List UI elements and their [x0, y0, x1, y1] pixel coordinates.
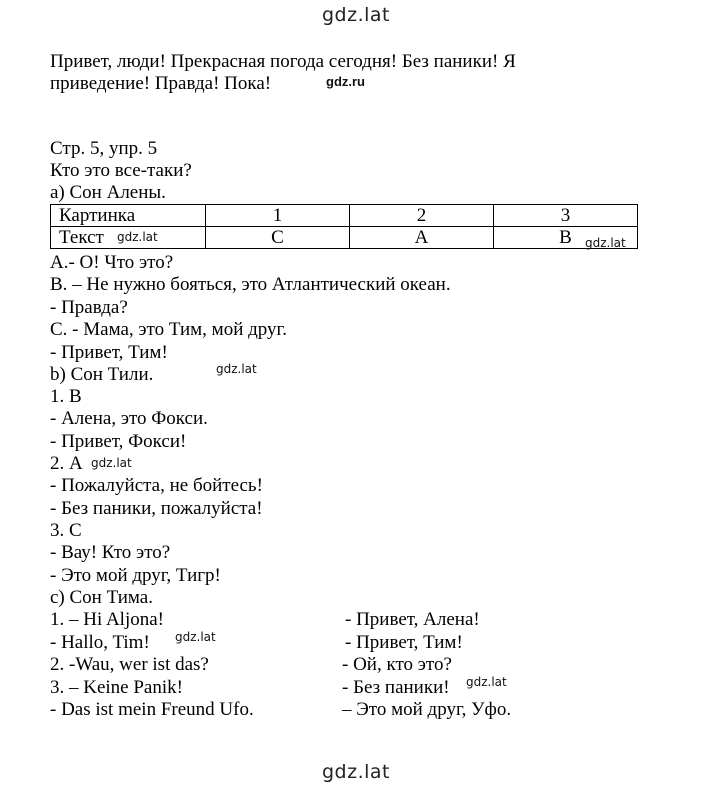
- text-line: С. - Мама, это Тим, мой друг.: [50, 319, 287, 340]
- table-cell: B: [494, 227, 638, 249]
- table-cell: Текст: [51, 227, 206, 249]
- watermark-small: gdz.lat: [117, 230, 158, 244]
- german-line: - Hallo, Tim!: [50, 632, 150, 653]
- text-line: - Пожалуйста, не бойтесь!: [50, 475, 263, 496]
- text-line: А.- О! Что это?: [50, 252, 174, 273]
- german-line: 2. -Wau, wer ist das?: [50, 654, 209, 675]
- watermark-small: gdz.lat: [585, 236, 626, 250]
- text-line: - Правда?: [50, 297, 128, 318]
- section-c-title: с) Сон Тима.: [50, 587, 153, 608]
- text-line: - Это мой друг, Тигр!: [50, 565, 221, 586]
- watermark-small: gdz.lat: [91, 456, 132, 470]
- text-line: - Привет, Фокси!: [50, 431, 187, 452]
- text-line: 3. С: [50, 520, 82, 541]
- text-line: В. – Не нужно бояться, это Атлантический океан.: [50, 274, 451, 295]
- section-b-title: b) Сон Тили.: [50, 364, 154, 385]
- table-cell: 1: [206, 205, 350, 227]
- text-line: - Алена, это Фокси.: [50, 408, 208, 429]
- table-cell: Картинка: [51, 205, 206, 227]
- section-a-title: а) Сон Алены.: [50, 182, 166, 203]
- german-line: 1. – Hi Aljona!: [50, 609, 164, 630]
- watermark-small: gdz.lat: [216, 362, 257, 376]
- table-cell: C: [206, 227, 350, 249]
- exercise-question: Кто это все-таки?: [50, 160, 192, 181]
- text-line: 1. В: [50, 386, 82, 407]
- russian-line: – Это мой друг, Уфо.: [342, 699, 512, 720]
- text-line: - Вау! Кто это?: [50, 542, 171, 563]
- russian-line: - Ой, кто это?: [342, 654, 452, 675]
- watermark-small: gdz.lat: [175, 630, 216, 644]
- russian-line: - Привет, Алена!: [345, 609, 480, 630]
- russian-line: - Привет, Тим!: [345, 632, 463, 653]
- intro-line-2: приведение! Правда! Пока!: [50, 73, 272, 94]
- german-line: 3. – Keine Panik!: [50, 677, 183, 698]
- german-line: - Das ist mein Freund Ufo.: [50, 699, 254, 720]
- text-line: - Привет, Тим!: [50, 342, 168, 363]
- exercise-reference: Стр. 5, упр. 5: [50, 138, 158, 159]
- watermark-top: gdz.lat: [322, 4, 391, 26]
- watermark-small: gdz.lat: [466, 675, 507, 689]
- watermark-ru: gdz.ru: [326, 74, 365, 89]
- table-row: [51, 205, 638, 227]
- text-line: - Без паники, пожалуйста!: [50, 498, 263, 519]
- text-line: 2. А: [50, 453, 83, 474]
- russian-line: - Без паники!: [342, 677, 450, 698]
- watermark-bottom: gdz.lat: [322, 761, 391, 783]
- table-cell: 3: [494, 205, 638, 227]
- table-cell: 2: [350, 205, 494, 227]
- intro-line-1: Привет, люди! Прекрасная погода сегодня! Без паники! Я: [50, 51, 516, 72]
- table-cell: A: [350, 227, 494, 249]
